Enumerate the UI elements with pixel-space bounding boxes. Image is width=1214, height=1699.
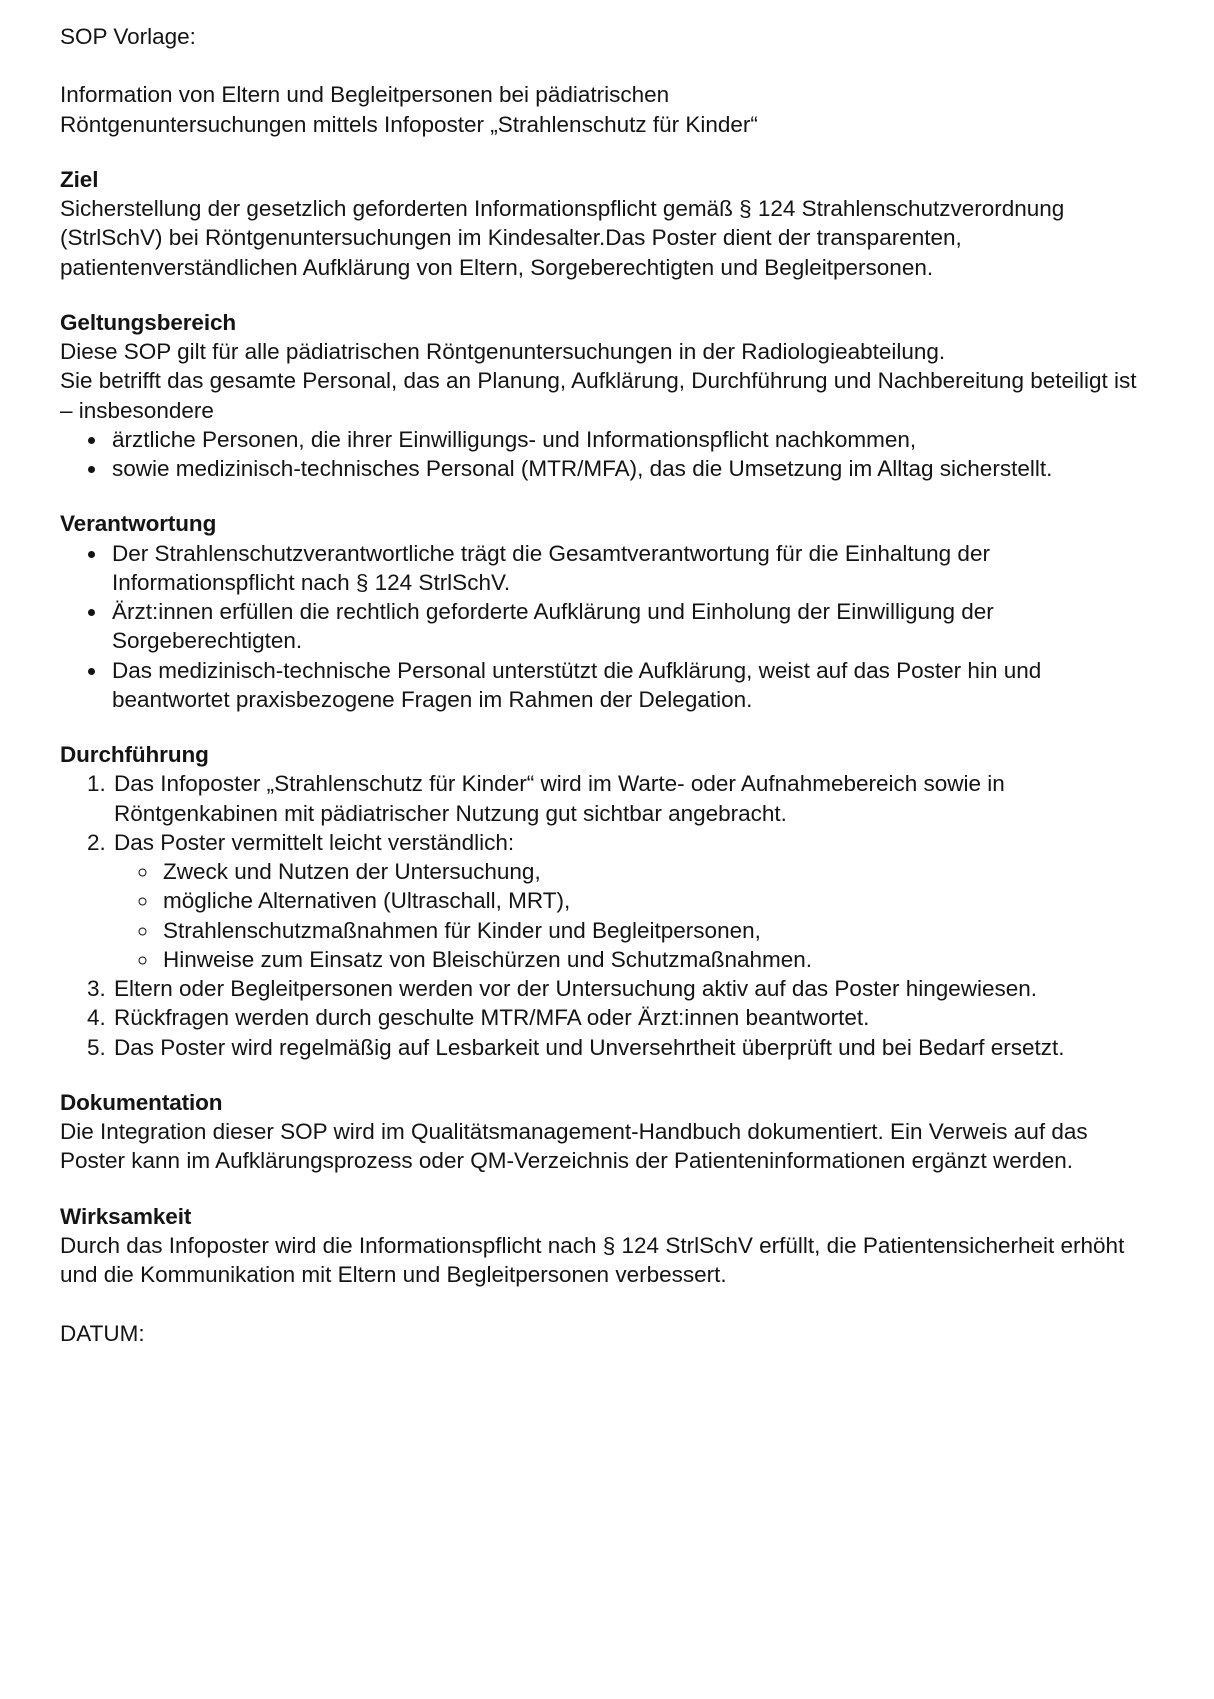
spacer [60, 714, 1154, 740]
sublist-item: ◦ Hinweise zum Einsatz von Bleischürzen und Schutzmaßnahmen. [159, 945, 1154, 974]
list-item: • Ärzt:innen erfüllen die rechtlich geforderte Aufklärung und Einholung der Einwilligung der Sorgeberechtigten. [108, 597, 1154, 656]
document-title-line-1: Information von Eltern und Begleitpersonen bei pädiatrischen [60, 82, 670, 108]
document-title [60, 80, 1154, 139]
list-item: 5. Das Poster wird regelmäßig auf Lesbarkeit und Unversehrtheit überprüft und bei Bedarf ersetzt. [112, 1033, 1154, 1062]
list-durchfuehrung [60, 769, 1154, 1062]
paragraph-wirksamkeit: Durch das Infoposter wird die Informationspflicht nach § 124 StrlSchV erfüllt, die Patientensicherheit erhöht und die Kommunikation mit Eltern und Begleitpersonen verbessert. [60, 1232, 1125, 1287]
spacer [60, 1289, 1154, 1319]
list-item [112, 828, 1154, 974]
sublist-durchfuehrung [114, 857, 1154, 974]
paragraph-geltungsbereich-2: Sie betrifft das gesamte Personal, das an Planung, Aufklärung, Durchführung und Nachbereitung beteiligt ist – insbesondere [60, 368, 1137, 423]
heading-durchfuehrung: Durchführung [60, 742, 209, 767]
spacer [60, 1176, 1154, 1202]
heading-dokumentation: Dokumentation [60, 1089, 223, 1115]
list-item: • Der Strahlenschutzverantwortliche trägt die Gesamtverantwortung für die Einhaltung der Informationspflicht nach § 124 StrlSchV. [108, 539, 1154, 598]
list-item: 4. Rückfragen werden durch geschulte MTR/MFA oder Ärzt:innen beantwortet. [112, 1003, 1154, 1032]
spacer [60, 1062, 1154, 1088]
list-item: • ärztliche Personen, die ihrer Einwilligungs- und Informationspflicht nachkommen, [108, 425, 1154, 454]
heading-geltungsbereich: Geltungsbereich [60, 309, 237, 335]
spacer [60, 51, 1154, 80]
sublist-item: ◦ Zweck und Nutzen der Untersuchung, [159, 857, 1154, 886]
sublist-item: ◦ mögliche Alternativen (Ultraschall, MRT), [159, 886, 1154, 915]
list-geltungsbereich [60, 425, 1154, 484]
spacer [60, 282, 1154, 308]
sublist-item: ◦ Strahlenschutzmaßnahmen für Kinder und Begleitpersonen, [159, 916, 1154, 945]
list-item-label: Das Poster vermittelt leicht verständlich: [114, 829, 515, 855]
list-item: • Das medizinisch-technische Personal unterstützt die Aufklärung, weist auf das Poster hin und beantwortet praxisbezogene Fragen im Rahmen der Delegation. [108, 656, 1154, 715]
date-label: DATUM: [60, 1321, 145, 1347]
paragraph-dokumentation: Die Integration dieser SOP wird im Qualitätsmanagement-Handbuch dokumentiert. Ein Verweis auf das Poster kann im Aufklärungsprozess oder QM-Verzeichnis der Patienteninformationen ergänzt werden. [60, 1119, 1088, 1174]
heading-wirksamkeit: Wirksamkeit [60, 1203, 192, 1229]
list-verantwortung [60, 539, 1154, 715]
paragraph-ziel: Sicherstellung der gesetzlich geforderten Informationspflicht gemäß § 124 Strahlenschutzverordnung (StrlSchV) bei Röntgenuntersuchungen im Kindesalter.Das Poster dient der transparenten, patientenverständlichen Aufklärung von Eltern, Sorgeberechtigten und Begleitpersonen. [60, 196, 1065, 280]
sop-template-label: SOP Vorlage: [60, 24, 196, 49]
list-item: 3. Eltern oder Begleitpersonen werden vor der Untersuchung aktiv auf das Poster hingewiesen. [112, 974, 1154, 1003]
document-body [60, 22, 1154, 1349]
heading-verantwortung: Verantwortung [60, 511, 217, 537]
list-item: • sowie medizinisch-technisches Personal (MTR/MFA), das die Umsetzung im Alltag sicherstellt. [108, 454, 1154, 483]
spacer [60, 139, 1154, 165]
spacer [60, 483, 1154, 509]
list-item: 1. Das Infoposter „Strahlenschutz für Kinder“ wird im Warte- oder Aufnahmebereich sowie in Röntgenkabinen mit pädiatrischer Nutzung gut sichtbar angebracht. [112, 769, 1154, 828]
paragraph-geltungsbereich-1: Diese SOP gilt für alle pädiatrischen Röntgenuntersuchungen in der Radiologieabteilung. [60, 339, 946, 364]
heading-ziel: Ziel [60, 166, 99, 192]
document-title-line-2: Röntgenuntersuchungen mittels Infoposter „Strahlenschutz für Kinder“ [60, 111, 758, 137]
